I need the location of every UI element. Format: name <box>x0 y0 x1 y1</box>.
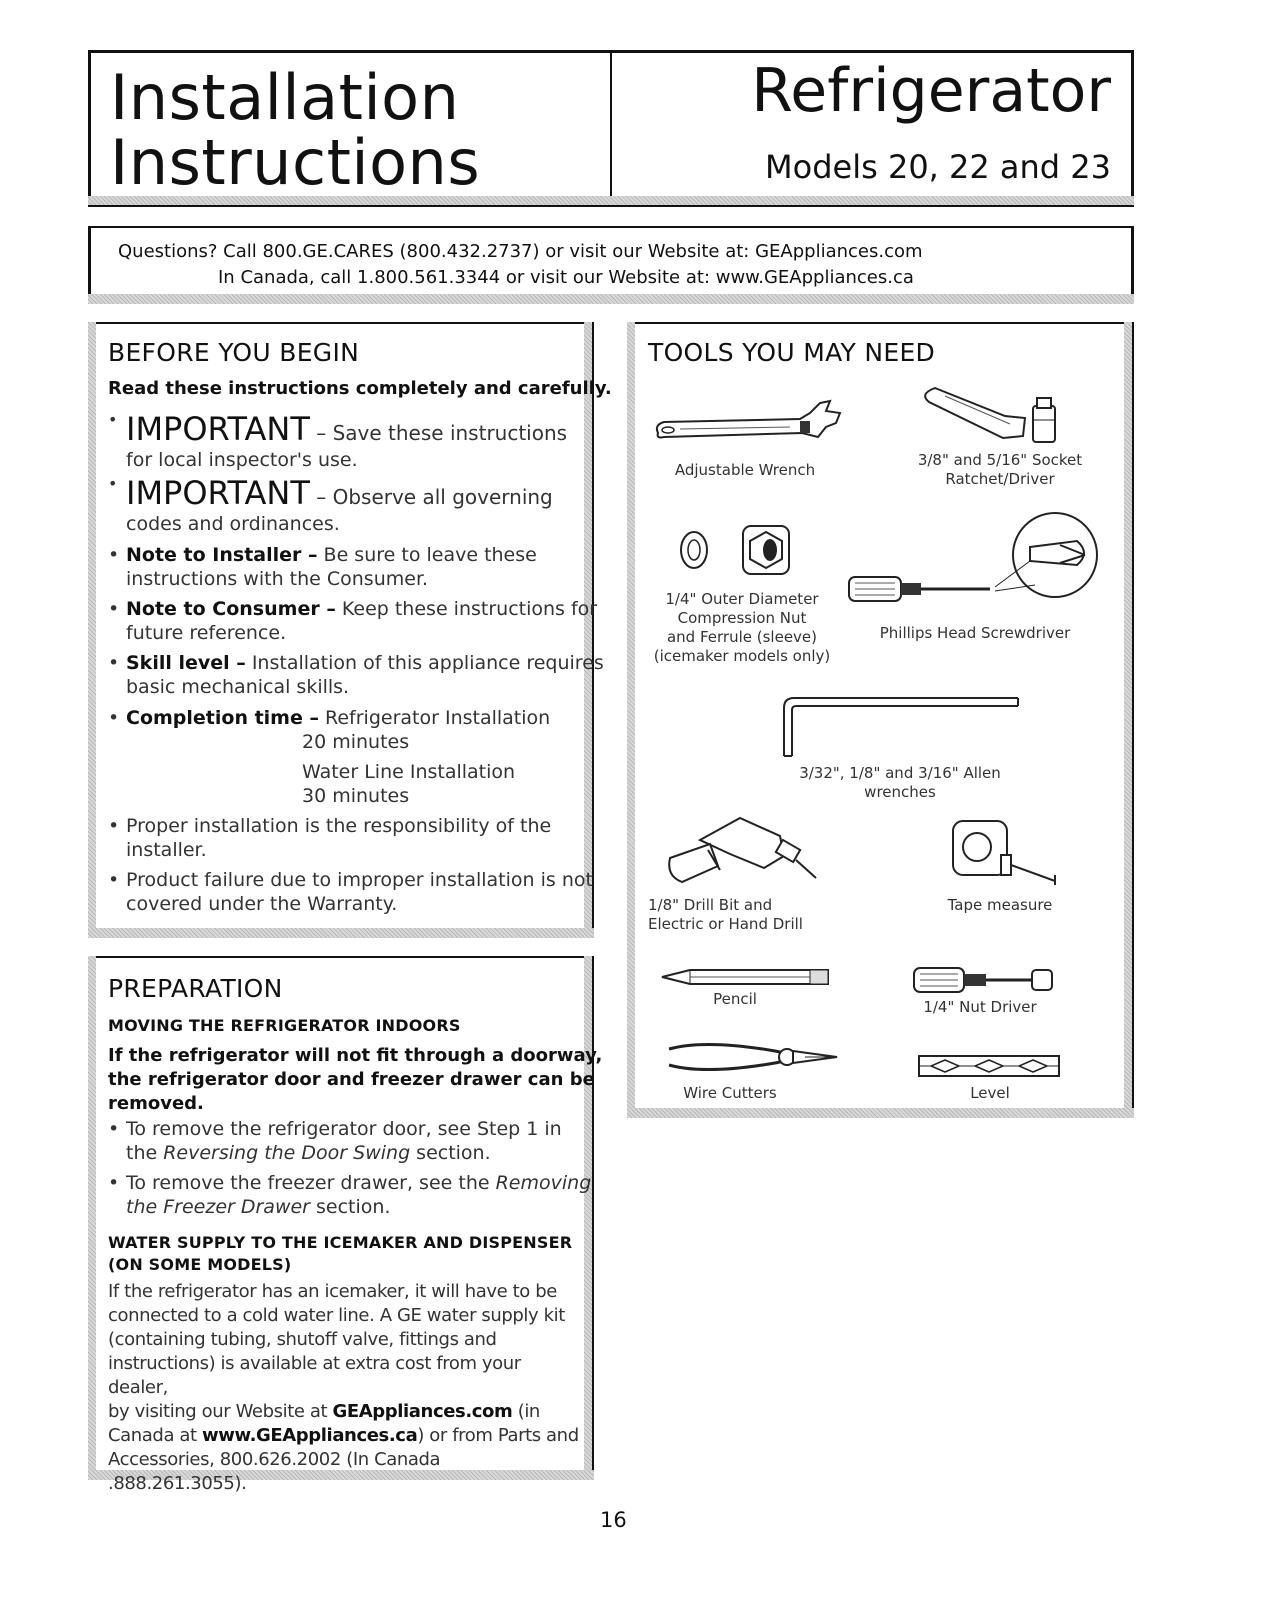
drill-icon <box>660 810 820 890</box>
models-subtitle: Models 20, 22 and 23 <box>765 148 1111 186</box>
completion-time: • Completion time – Refrigerator Installation 20 minutes Water Line Installation 30 minutes <box>108 706 578 808</box>
website-canada: www.GEAppliances.ca <box>202 1425 418 1446</box>
level-label: Level <box>970 1084 1010 1102</box>
proper-installation: • Proper installation is the responsibility of the installer. <box>108 814 578 862</box>
important-2-label: IMPORTANT <box>126 474 310 512</box>
wire-cutters-label: Wire Cutters <box>683 1084 777 1102</box>
phillips-screwdriver-icon <box>845 505 1125 615</box>
website-us: GEAppliances.com <box>332 1401 513 1422</box>
phillips-screwdriver-label: Phillips Head Screwdriver <box>879 624 1071 642</box>
tape-measure-icon <box>945 815 1075 885</box>
title-line-2: Instructions <box>110 126 481 199</box>
before-lead: Read these instructions completely and carefully. <box>108 378 612 399</box>
important-1: • IMPORTANT – Save these instructions for local inspector's use. <box>108 410 578 472</box>
contact-us: Questions? Call 800.GE.CARES (800.432.2737) or visit our Website at: GEAppliances.com <box>118 241 923 262</box>
skill-level: • Skill level – Installation of this appliance requires basic mechanical skills. <box>108 651 578 699</box>
allen-wrench-label: 3/32", 1/8" and 3/16" Allen wrenches <box>799 764 1001 801</box>
water-supply-text: If the refrigerator has an icemaker, it will have to be connected to a cold water line. A GE water supply kit (containing tubing, shutoff valve, fittings and instructions) is available at extra cost from your dealer, by visiting our Website at GEAppliances.com (in Canada at www.GEAppliances.ca) or from Parts and Accessories, 800.626.2002 (In Canada .888.261.3055). <box>108 1281 579 1494</box>
important-2: • IMPORTANT – Observe all governing codes and ordinances. <box>108 474 578 536</box>
moving-heading: MOVING THE REFRIGERATOR INDOORS <box>108 1016 461 1035</box>
pencil-label: Pencil <box>713 990 757 1008</box>
product-title: Refrigerator <box>751 56 1111 126</box>
product-failure: • Product failure due to improper installation is not covered under the Warranty. <box>108 868 578 916</box>
moving-lead: If the refrigerator will not fit through a doorway, the refrigerator door and freezer drawer can be removed. <box>108 1045 603 1114</box>
note-consumer: • Note to Consumer – Keep these instructions for future reference. <box>108 597 578 645</box>
adjustable-wrench-label: Adjustable Wrench <box>674 461 816 479</box>
contact-canada: In Canada, call 1.800.561.3344 or visit our Website at: www.GEAppliances.ca <box>218 267 914 288</box>
drill-label: 1/8" Drill Bit and Electric or Hand Drill <box>648 896 803 933</box>
remove-door-item: • To remove the refrigerator door, see Step 1 in the Reversing the Door Swing section. <box>108 1117 578 1165</box>
water-heading: WATER SUPPLY TO THE ICEMAKER AND DISPENSER (ON SOME MODELS) <box>108 1233 573 1274</box>
before-heading: BEFORE YOU BEGIN <box>108 338 360 367</box>
wire-cutters-icon <box>665 1035 845 1080</box>
compression-nut-label: 1/4" Outer Diameter Compression Nut and Ferrule (sleeve) (icemaker models only) <box>653 590 831 665</box>
allen-wrench-icon <box>780 690 1020 760</box>
level-icon <box>915 1050 1065 1080</box>
prep-heading: PREPARATION <box>108 974 283 1003</box>
socket-ratchet-icon <box>915 380 1085 455</box>
pencil-icon <box>660 965 835 990</box>
important-1-label: IMPORTANT <box>126 410 310 448</box>
tape-measure-label: Tape measure <box>947 896 1053 914</box>
title-line-1: Installation <box>110 61 460 134</box>
tools-heading: TOOLS YOU MAY NEED <box>648 338 936 367</box>
compression-nut-icon <box>668 520 808 580</box>
page-number: 16 <box>600 1508 627 1532</box>
adjustable-wrench-icon <box>650 395 860 455</box>
nut-driver-icon <box>910 962 1060 997</box>
note-installer: • Note to Installer – Be sure to leave these instructions with the Consumer. <box>108 543 578 591</box>
nut-driver-label: 1/4" Nut Driver <box>923 998 1037 1016</box>
socket-ratchet-label: 3/8" and 5/16" Socket Ratchet/Driver <box>917 451 1083 488</box>
remove-drawer-item: • To remove the freezer drawer, see the Removing the Freezer Drawer section. <box>108 1171 578 1219</box>
